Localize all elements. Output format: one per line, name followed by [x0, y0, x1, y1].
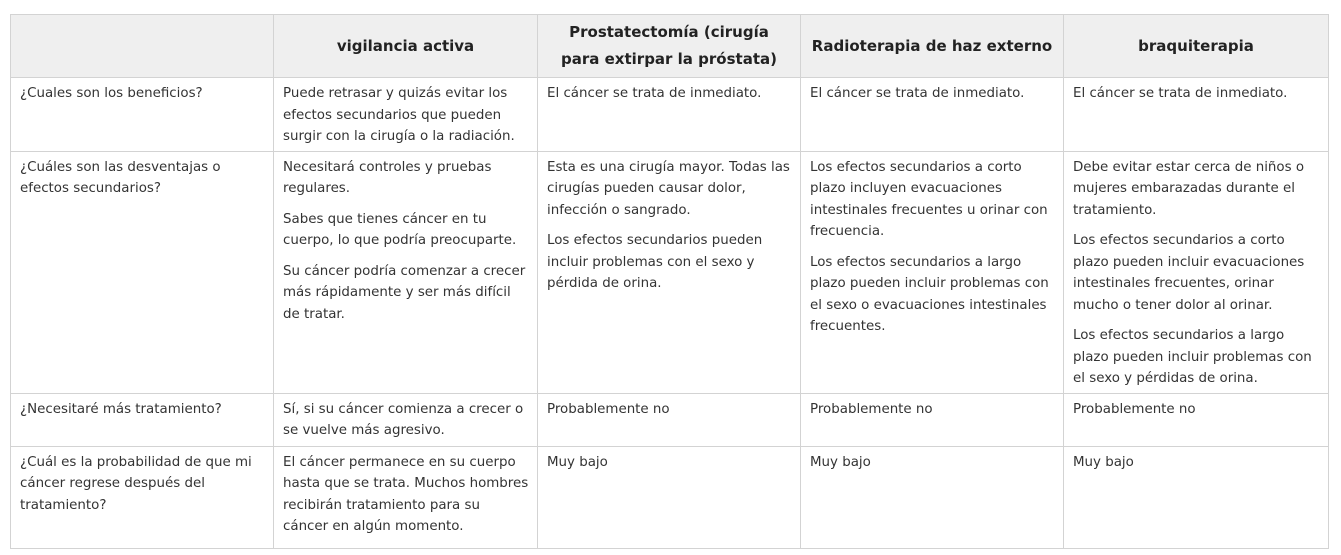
question-text: ¿Cuáles son las desventajas o efectos secundarios?: [20, 159, 221, 196]
question-text: ¿Cuales son los beneficios?: [20, 86, 203, 101]
cell-active-surveillance: [274, 393, 538, 446]
table-row-benefits: [11, 78, 1329, 152]
cell-prostatectomy: [538, 393, 801, 446]
header-empty: [11, 15, 274, 78]
header-external-beam-radiation: Radioterapia de haz externo: [801, 15, 1064, 78]
cell-paragraph: Su cáncer podría comenzar a crecer más rápidamente y ser más difícil de tratar.: [283, 263, 526, 322]
cell-paragraph: Esta es una cirugía mayor. Todas las cirugías pueden causar dolor, infección o sangrado.: [547, 159, 790, 218]
table-row-more-treatment: [11, 393, 1329, 446]
cell-external-beam: [801, 78, 1064, 152]
cell-paragraph: Los efectos secundarios a corto plazo incluyen evacuaciones intestinales frecuentes u orinar con frecuencia.: [810, 159, 1048, 239]
cell-active-surveillance: [274, 151, 538, 393]
cell-paragraph: Probablemente no: [547, 401, 670, 417]
cell-paragraph: Los efectos secundarios a corto plazo pueden incluir evacuaciones intestinales frecuentes, orinar mucho o tener dolor al orinar.: [1073, 233, 1305, 313]
question-text: ¿Cuál es la probabilidad de que mi cáncer regrese después del tratamiento?: [20, 454, 252, 513]
table-row-disadvantages: [11, 151, 1329, 393]
cell-active-surveillance: [274, 78, 538, 152]
cell-paragraph: Debe evitar estar cerca de niños o mujeres embarazadas durante el tratamiento.: [1073, 159, 1305, 218]
cell-brachytherapy: [1064, 393, 1329, 446]
cell-paragraph: Los efectos secundarios pueden incluir problemas con el sexo y pérdida de orina.: [547, 233, 763, 291]
cell-paragraph: Necesitará controles y pruebas regulares.: [283, 159, 492, 196]
cell-paragraph: El cáncer se trata de inmediato.: [1073, 86, 1288, 101]
cell-brachytherapy: [1064, 78, 1329, 152]
cell-paragraph: Muy bajo: [810, 454, 871, 470]
cell-paragraph: Sabes que tienes cáncer en tu cuerpo, lo que podría preocuparte.: [283, 211, 517, 248]
cell-paragraph: Puede retrasar y quizás evitar los efectos secundarios que pueden surgir con la cirugía o la radiación.: [283, 86, 515, 144]
cell-paragraph: El cáncer se trata de inmediato.: [810, 86, 1025, 101]
cell-paragraph: El cáncer se trata de inmediato.: [547, 86, 762, 101]
row-question: [11, 78, 274, 152]
cell-brachytherapy: [1064, 446, 1329, 548]
cell-paragraph: Los efectos secundarios a largo plazo pueden incluir problemas con el sexo y pérdidas de orina.: [1073, 328, 1312, 386]
question-text: ¿Necesitaré más tratamiento?: [20, 401, 222, 417]
cell-paragraph: Los efectos secundarios a largo plazo pueden incluir problemas con el sexo o evacuaciones intestinales frecuentes.: [810, 254, 1049, 334]
cell-prostatectomy: [538, 151, 801, 393]
cell-active-surveillance: [274, 446, 538, 548]
header-brachytherapy: braquiterapia: [1064, 15, 1329, 78]
cell-brachytherapy: [1064, 151, 1329, 393]
row-question: [11, 151, 274, 393]
treatment-comparison-table: [10, 14, 1329, 549]
table-row-recurrence: [11, 446, 1329, 548]
cell-paragraph: Muy bajo: [1073, 454, 1134, 470]
row-question: [11, 393, 274, 446]
header-active-surveillance: vigilancia activa: [274, 15, 538, 78]
cell-paragraph: Probablemente no: [1073, 401, 1196, 417]
header-row: [11, 15, 1329, 78]
header-prostatectomy: Prostatectomía (cirugía para extirpar la próstata): [538, 15, 801, 78]
comparison-table-wrapper: [10, 14, 1329, 549]
cell-external-beam: [801, 151, 1064, 393]
cell-paragraph: El cáncer permanece en su cuerpo hasta que se trata. Muchos hombres recibirán tratamiento para su cáncer en algún momento.: [283, 454, 529, 534]
cell-paragraph: Sí, si su cáncer comienza a crecer o se vuelve más agresivo.: [283, 401, 524, 438]
cell-external-beam: [801, 393, 1064, 446]
cell-external-beam: [801, 446, 1064, 548]
cell-paragraph: Muy bajo: [547, 454, 608, 470]
row-question: [11, 446, 274, 548]
cell-paragraph: Probablemente no: [810, 401, 933, 417]
cell-prostatectomy: [538, 78, 801, 152]
cell-prostatectomy: [538, 446, 801, 548]
